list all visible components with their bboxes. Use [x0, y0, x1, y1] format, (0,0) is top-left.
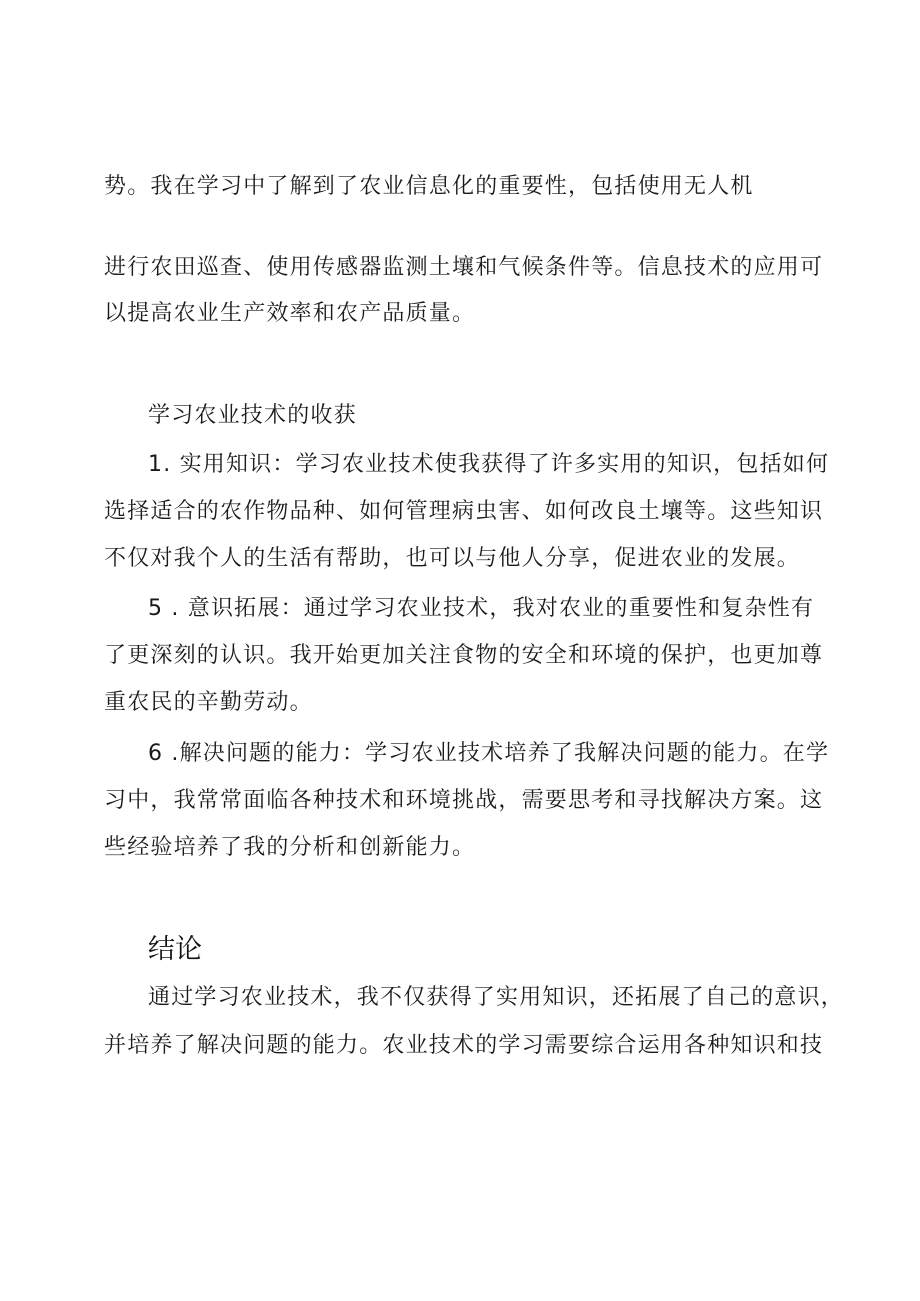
gain-item-1-line-2: 选择适合的农作物品种、如何管理病虫害、如何改良土壤等。这些知识 — [104, 499, 824, 524]
gain-item-1-line-3: 不仅对我个人的生活有帮助，也可以与他人分享，促进农业的发展。 — [104, 546, 801, 571]
gain-item-2-line-2: 了更深刻的认识。我开始更加关注食物的安全和环境的保护，也更加尊 — [104, 643, 824, 668]
gain-item-1-line-1: 1. 实用知识：学习农业技术使我获得了许多实用的知识，包括如何 — [148, 452, 830, 477]
gain-item-3-line-2: 习中，我常常面临各种技术和环境挑战，需要思考和寻找解决方案。这 — [104, 788, 824, 813]
gain-item-3-line-3: 些经验培养了我的分析和创新能力。 — [104, 835, 476, 860]
intro-line-1: 势。我在学习中了解到了农业信息化的重要性，包括使用无人机 — [104, 174, 754, 199]
conclusion-line-1: 通过学习农业技术，我不仅获得了实用知识，还拓展了自己的意识， — [148, 985, 845, 1010]
conclusion-line-2: 并培养了解决问题的能力。农业技术的学习需要综合运用各种知识和技 — [104, 1033, 824, 1058]
conclusion-heading: 结论 — [148, 934, 202, 965]
gain-item-2-line-1: 5 . 意识拓展：通过学习农业技术，我对农业的重要性和复杂性有 — [148, 596, 815, 621]
section-title-gains: 学习农业技术的收获 — [148, 403, 357, 428]
gain-item-2-line-3: 重农民的辛勤劳动。 — [104, 690, 313, 715]
intro-line-2: 进行农田巡查、使用传感器监测土壤和气候条件等。信息技术的应用可 — [104, 255, 824, 280]
intro-line-3: 以提高农业生产效率和农产品质量。 — [104, 301, 476, 326]
gain-item-3-line-1: 6 .解决问题的能力：学习农业技术培养了我解决问题的能力。在学 — [148, 741, 830, 766]
